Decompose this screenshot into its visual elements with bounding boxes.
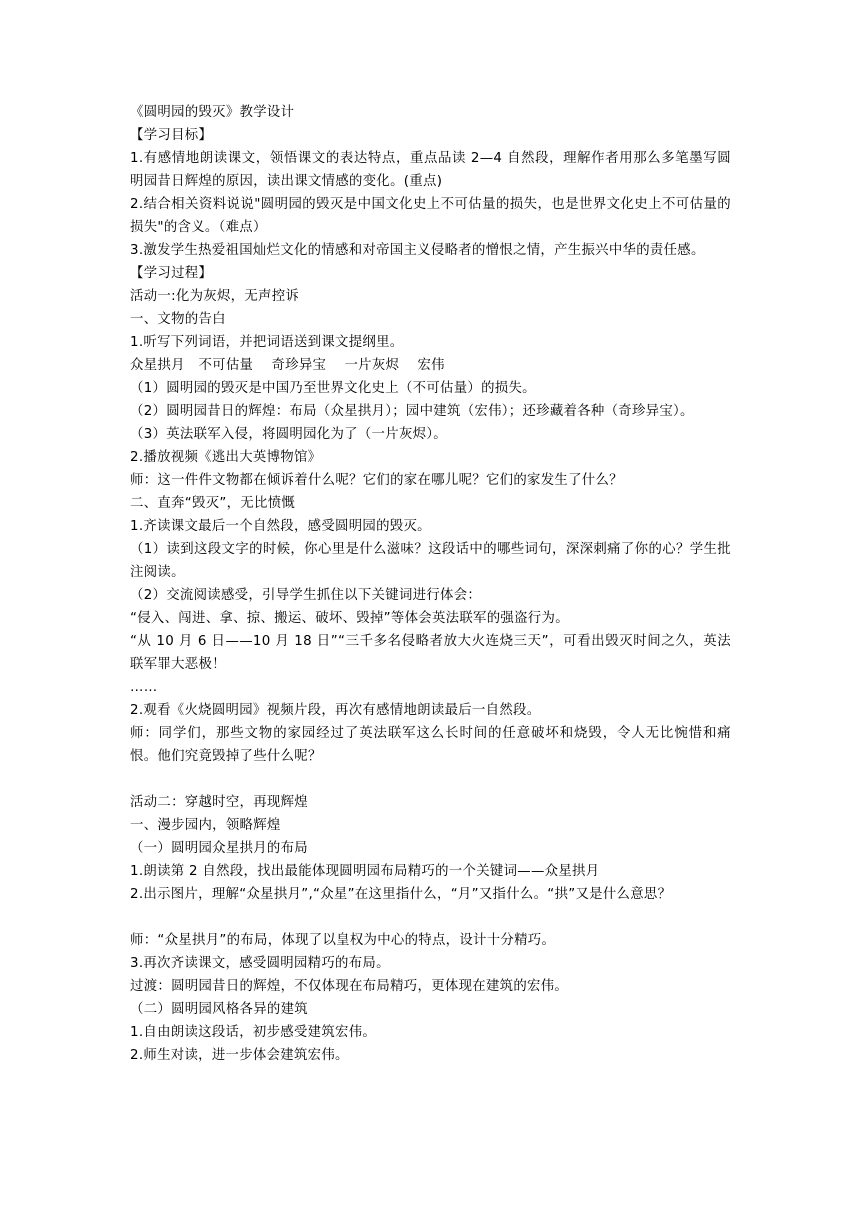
a1-teacher-2: 师：同学们，那些文物的家园经过了英法联军这么长时间的任意破坏和烧毁，令人无比惋惜和痛恨。他们究竟毁掉了些什么呢？ — [130, 726, 731, 764]
activity-2-title: 活动二：穿越时空，再现辉煌 — [130, 795, 308, 810]
a2-sub1-step-1: 1.朗读第 2 自然段，找出最能体现圆明园布局精巧的一个关键词——众星拱月 — [130, 864, 600, 879]
a2-transition: 过渡：圆明园昔日的辉煌，不仅体现在布局精巧，更体现在建筑的宏伟。 — [130, 979, 569, 994]
a2-sub2-step-1: 1.自由朗读这段话，初步感受建筑宏伟。 — [130, 1025, 377, 1040]
a1-s2-step-2: 2.观看《火烧圆明园》视频片段，再次有感情地朗读最后一自然段。 — [130, 703, 541, 718]
goal-3: 3.激发学生热爱祖国灿烂文化的情感和对帝国主义侵略者的憎恨之情，产生振兴中华的责任感。 — [130, 243, 705, 258]
a1-question-2: （2）圆明园昔日的辉煌：布局（众星拱月）；园中建筑（宏伟）；还珍藏着各种（奇珍异宝）。 — [130, 404, 694, 419]
a2-subsection-2: （二）圆明园风格各异的建筑 — [130, 1002, 308, 1017]
activity-1-title: 活动一:化为灰烬，无声控诉 — [130, 289, 300, 304]
a1-s2-step-1b: （2）交流阅读感受，引导学生抓住以下关键词进行体会： — [130, 588, 482, 603]
a1-s2-step-1a: （1）读到这段文字的时候，你心里是什么滋味？这段话中的哪些词句，深深刺痛了你的心？学生批注阅读。 — [130, 542, 731, 580]
blank-line — [130, 768, 731, 791]
a2-section-1: 一、漫步园内，领略辉煌 — [130, 818, 281, 833]
a1-teacher-1: 师：这一件件文物都在倾诉着什么呢？它们的家在哪儿呢？它们的家发生了什么？ — [130, 473, 623, 488]
a1-keywords: “侵入、闯进、拿、掠、搬运、破坏、毁掉”等体会英法联军的强盗行为。 — [130, 611, 569, 626]
goal-1: 1.有感情地朗读课文，领悟课文的表达特点，重点品读 2—4 自然段，理解作者用那么多笔墨写圆明园昔日辉煌的原因，读出课文情感的变化。(重点) — [130, 151, 731, 189]
a1-word-list: 众星拱月 不可估量 奇珍异宝 一片灰烬 宏伟 — [130, 358, 445, 373]
a2-sub1-step-2: 2.出示图片，理解“众星拱月”,“众星”在这里指什么，“月”又指什么。“拱”又是什么意思？ — [130, 887, 672, 902]
a1-ellipsis: …… — [130, 680, 158, 695]
a2-teacher: 师：“众星拱月”的布局，体现了以皇权为中心的特点，设计十分精巧。 — [130, 933, 556, 948]
a1-dates: “从 10 月 6 日——10 月 18 日”“三千多名侵略者放大火连烧三天”，可看出毁灭时间之久，英法联军罪大恶极！ — [130, 634, 731, 672]
a1-question-1: （1）圆明园的毁灭是中国乃至世界文化史上（不可估量）的损失。 — [130, 381, 536, 396]
a2-subsection-1: （一）圆明园众星拱月的布局 — [130, 841, 308, 856]
a1-section-1: 一、文物的告白 — [130, 312, 226, 327]
a1-question-3: （3）英法联军入侵，将圆明园化为了（一片灰烬）。 — [130, 427, 448, 442]
a1-step-1: 1.听写下列词语，并把词语送到课文提纲里。 — [130, 335, 404, 350]
goal-2: 2.结合相关资料说说"圆明园的毁灭是中国文化史上不可估量的损失，也是世界文化史上不可估量的损失"的含义。（难点） — [130, 197, 731, 235]
document-page — [130, 101, 731, 1067]
a1-step-2: 2.播放视频《逃出大英博物馆》 — [130, 450, 322, 465]
a2-sub1-step-3: 3.再次齐读课文，感受圆明园精巧的布局。 — [130, 956, 390, 971]
goals-heading: 【学习目标】 — [130, 128, 213, 143]
a1-section-2: 二、直奔“毁灭”，无比愤慨 — [130, 496, 296, 511]
process-heading: 【学习过程】 — [130, 266, 213, 281]
blank-line — [130, 906, 731, 929]
a1-s2-step-1: 1.齐读课文最后一个自然段，感受圆明园的毁灭。 — [130, 519, 431, 534]
document-title: 《圆明园的毁灭》教学设计 — [130, 105, 295, 120]
a2-sub2-step-2: 2.师生对读，进一步体会建筑宏伟。 — [130, 1048, 349, 1063]
